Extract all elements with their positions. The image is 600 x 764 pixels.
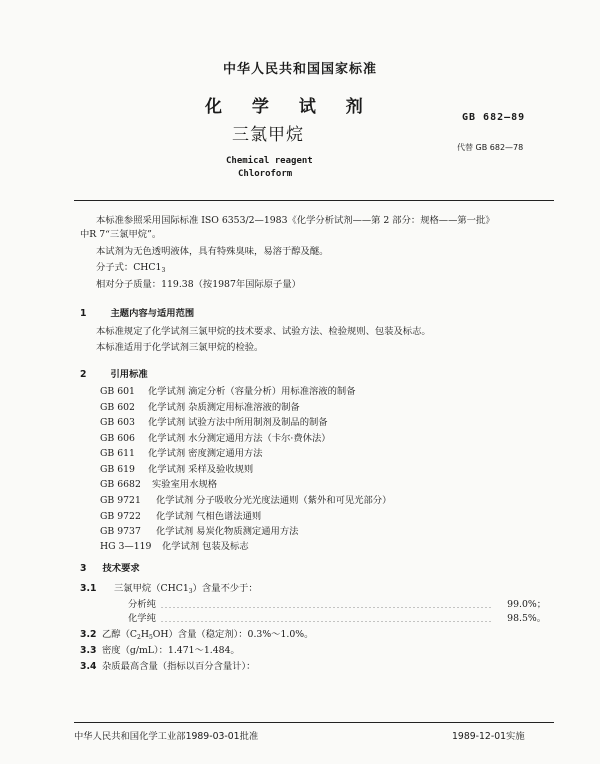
grade-label: 分析纯 <box>128 599 156 610</box>
replaces-code: 代替 GB 682—78 <box>457 143 524 152</box>
item-3-4-number: 3.4 <box>80 661 97 672</box>
section-1-title: 主题内容与适用范围 <box>110 308 195 319</box>
item-3-1-text: 三氯甲烷（CHC1 <box>114 583 189 594</box>
title-english-line2: Chloroform <box>238 169 293 179</box>
ref-code: GB 606 <box>100 433 135 444</box>
intro-line-2: 中R 7“三氯甲烷”。 <box>80 229 162 240</box>
section-2-title: 引用标准 <box>110 369 148 380</box>
section-1-line-1: 本标准规定了化学试剂三氯甲烷的技术要求、试验方法、检验规则、包装及标志。 <box>96 326 431 337</box>
section-2-number: 2 <box>80 369 87 380</box>
intro-line-3: 本试剂为无色透明液体，具有特殊臭味，易溶于醇及醚。 <box>96 246 329 257</box>
section-1-heading <box>80 305 194 319</box>
section-3-title: 技术要求 <box>102 563 140 574</box>
ref-row <box>100 494 391 507</box>
item-3-3-number: 3.3 <box>80 645 97 656</box>
grade-label: 化学纯 <box>128 613 156 624</box>
leader-dots <box>160 621 492 622</box>
approval-line: 中华人民共和国化学工业部1989-03-01批准 <box>74 731 259 742</box>
ref-code: GB 619 <box>100 464 135 475</box>
ref-code: GB 9737 <box>100 526 141 537</box>
ref-row <box>100 525 298 538</box>
ref-text: 化学试剂 分子吸收分光光度法通则（紫外和可见光部分） <box>156 495 392 506</box>
ref-row <box>100 385 356 398</box>
ref-code: GB 9722 <box>100 511 141 522</box>
item-3-1 <box>80 582 258 598</box>
section-3-heading <box>80 560 140 574</box>
item-3-4 <box>80 660 255 673</box>
ref-row <box>100 447 263 460</box>
ref-code: GB 601 <box>100 386 135 397</box>
ref-code: GB 9721 <box>100 495 141 506</box>
item-3-1-number: 3.1 <box>80 583 97 594</box>
implementation-date: 1989-12-01实施 <box>452 731 525 742</box>
item-3-2 <box>80 628 313 644</box>
section-3-number: 3 <box>80 563 87 574</box>
ref-code: GB 602 <box>100 402 135 413</box>
item-3-1-suffix: ）含量不少于： <box>192 583 258 594</box>
leader-dots <box>160 607 492 608</box>
ref-code: HG 3—119 <box>100 541 152 552</box>
section-2-heading <box>80 366 148 380</box>
intro-line-1: 本标准参照采用国际标准 ISO 6353/2—1983《化学分析试剂——第 2 部分：规格——第一批》 <box>96 215 495 226</box>
footer-divider <box>74 722 554 723</box>
ref-text: 化学试剂 试验方法中所用制剂及制品的制备 <box>148 417 328 428</box>
item-3-3 <box>80 644 240 657</box>
item-3-2-text-a: 乙醇（C <box>102 629 138 640</box>
ref-code: GB 603 <box>100 417 135 428</box>
ref-row <box>100 432 331 445</box>
ref-text: 化学试剂 易炭化物质测定通用方法 <box>156 526 299 537</box>
item-3-2-number: 3.2 <box>80 629 97 640</box>
item-3-2-sub-1: 2 <box>137 634 141 641</box>
country-standard-title: 中华人民共和国国家标准 <box>222 62 377 77</box>
ref-text: 化学试剂 密度测定通用方法 <box>148 448 263 459</box>
ref-text: 化学试剂 杂质测定用标准溶液的制备 <box>148 402 300 413</box>
ref-row <box>100 416 328 429</box>
ref-text: 化学试剂 包装及标志 <box>162 541 249 552</box>
ref-text: 化学试剂 采样及验收规则 <box>148 464 254 475</box>
header-divider <box>74 200 554 201</box>
title-chinese-line1: 化 学 试 剂 <box>205 97 375 117</box>
ref-text: 化学试剂 气相色谱法通则 <box>156 511 262 522</box>
grade-row-analytical <box>128 598 548 611</box>
title-chinese-line2: 三氯甲烷 <box>232 125 304 145</box>
ref-row <box>100 463 253 476</box>
item-3-4-text: 杂质最高含量（指标以百分含量计）： <box>102 661 256 672</box>
section-1-line-2: 本标准适用于化学试剂三氯甲烷的检验。 <box>96 342 264 353</box>
ref-row <box>100 510 261 523</box>
ref-text: 化学试剂 水分测定通用方法（卡尔·费休法） <box>148 433 331 444</box>
molecular-formula-text: 分子式：CHC1 <box>96 262 162 273</box>
ref-row <box>100 478 217 491</box>
ref-code: GB 611 <box>100 448 135 459</box>
item-3-3-text: 密度（g/mL）：1.471～1.484。 <box>102 645 240 656</box>
item-3-2-text-c: OH）含量（稳定剂）：0.3%～1.0%。 <box>152 629 314 640</box>
section-1-number: 1 <box>80 308 87 319</box>
ref-row <box>100 401 300 414</box>
ref-text: 实验室用水规格 <box>152 479 218 490</box>
grade-value: 98.5%。 <box>507 613 546 624</box>
grade-value: 99.0%； <box>507 599 546 610</box>
ref-text: 化学试剂 滴定分析（容量分析）用标准溶液的制备 <box>148 386 356 397</box>
ref-row <box>100 540 249 553</box>
gb-code: GB 682—89 <box>462 112 526 123</box>
title-english-line1: Chemical reagent <box>226 156 313 166</box>
molecular-formula <box>96 261 165 277</box>
item-3-2-text-b: H <box>140 629 149 640</box>
molecular-mass: 相对分子质量：119.38（按1987年国际原子量） <box>96 279 301 290</box>
item-3-1-subscript: 3 <box>188 588 193 595</box>
item-3-2-sub-2: 5 <box>148 634 153 641</box>
molecular-formula-subscript: 3 <box>161 267 166 274</box>
grade-row-chemical <box>128 612 548 625</box>
ref-code: GB 6682 <box>100 479 141 490</box>
